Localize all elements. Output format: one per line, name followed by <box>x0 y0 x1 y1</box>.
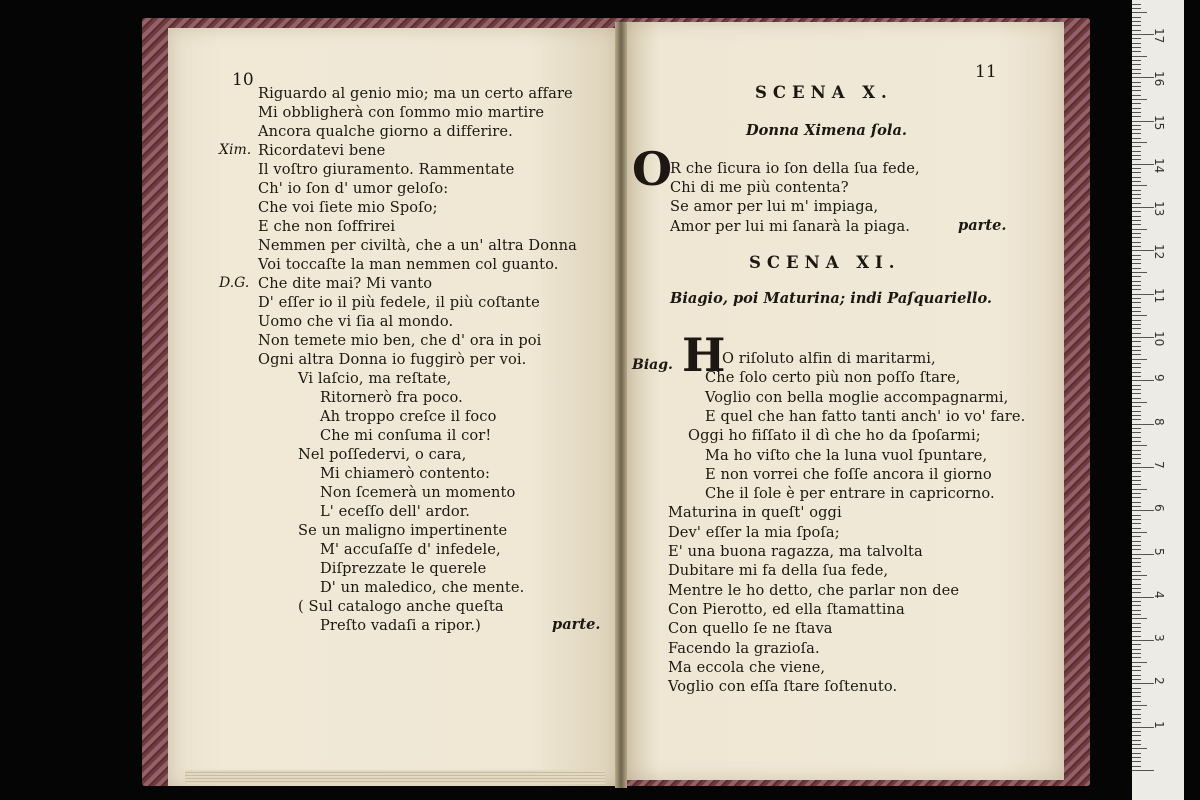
speaker-label: Xim. <box>219 142 252 158</box>
ruler-tick <box>1132 341 1141 342</box>
ruler-tick <box>1132 411 1141 412</box>
ruler-tick <box>1132 722 1141 723</box>
ruler-tick <box>1132 133 1141 134</box>
ruler-tick <box>1132 450 1141 451</box>
verse-line: Che voi ſiete mio Spoſo; <box>258 199 438 216</box>
ruler-tick <box>1132 359 1147 360</box>
verse-line: Il voſtro giuramento. Rammentate <box>258 161 515 178</box>
ruler-tick <box>1132 372 1141 373</box>
verse-line: Preſto vadaſi a ripor.) <box>320 617 481 634</box>
ruler-tick <box>1132 458 1141 459</box>
verse-line: Mentre le ho detto, che parlar non dee <box>668 581 960 599</box>
ruler-tick <box>1132 480 1141 481</box>
ruler-number: 1 <box>1152 720 1166 729</box>
ruler-number: 11 <box>1152 287 1166 303</box>
ruler-tick <box>1132 588 1141 589</box>
ruler-tick <box>1132 159 1141 160</box>
page-edges <box>185 770 605 784</box>
ruler-tick <box>1132 30 1141 31</box>
ruler-number: 14 <box>1152 157 1166 174</box>
verse-line: E che non ſoffrirei <box>258 218 396 235</box>
verse-line: Ah troppo creſce il foco <box>320 408 497 425</box>
ruler-tick <box>1132 631 1141 632</box>
verse-line: Dev' eſſer la mia ſpoſa; <box>668 523 840 541</box>
verse-line: R che ſicura io ſon della ſua fede, <box>670 160 920 177</box>
ruler-tick <box>1132 740 1141 741</box>
verse-line: L' eceſſo dell' ardor. <box>320 503 470 520</box>
ruler-tick <box>1132 172 1141 173</box>
verse-line: Ma ho viſto che la luna vuol ſpuntare, <box>705 446 988 464</box>
verse-line: Voglio con bella moglie accompagnarmi, <box>705 388 1009 406</box>
verse-line: Voi toccaſte la man nemmen col guanto. <box>258 256 559 273</box>
ruler-tick <box>1132 610 1141 611</box>
ruler-tick <box>1132 103 1141 104</box>
verse-line: Dubitare mi fa della ſua fede, <box>668 562 889 580</box>
verse-line: Ogni altra Donna io fuggirò per voi. <box>258 351 527 368</box>
drop-capital: H <box>682 328 726 382</box>
verse-line: Maturina in queſt' oggi <box>668 504 842 522</box>
ruler-tick <box>1132 463 1141 464</box>
ruler-tick <box>1132 337 1154 338</box>
speaker-label: Biag. <box>632 357 673 373</box>
verse-line: Mi chiamerò contento: <box>320 465 490 482</box>
ruler-tick <box>1132 623 1141 624</box>
verse-line: Mi obbligherà con ſommo mio martire <box>258 104 545 121</box>
ruler-tick <box>1132 112 1141 113</box>
ruler-tick <box>1132 675 1141 676</box>
ruler-tick <box>1132 419 1141 420</box>
verse-line: Chi di me più contenta? <box>670 179 849 197</box>
ruler-tick <box>1132 398 1141 399</box>
ruler-tick <box>1132 467 1154 468</box>
ruler-tick <box>1132 51 1141 52</box>
ruler-tick <box>1132 428 1141 429</box>
ruler-tick <box>1132 203 1141 204</box>
ruler-tick <box>1132 285 1141 286</box>
ruler-tick <box>1132 224 1141 225</box>
ruler-tick <box>1132 566 1141 567</box>
ruler-number: 4 <box>1152 590 1166 599</box>
verse-line: Se un maligno impertinente <box>298 522 508 539</box>
ruler-tick <box>1132 748 1147 749</box>
ruler-tick <box>1132 415 1141 416</box>
ruler-tick <box>1132 766 1141 767</box>
ruler-tick <box>1132 605 1141 606</box>
ruler-tick <box>1132 151 1141 152</box>
ruler-number: 9 <box>1152 374 1166 382</box>
ruler-number: 6 <box>1152 504 1166 512</box>
ruler-tick <box>1132 657 1141 658</box>
ruler-number: 16 <box>1152 71 1166 87</box>
ruler-tick <box>1132 554 1154 555</box>
verse-line: Non temete mio ben, che d' ora in poi <box>258 332 542 349</box>
ruler-tick <box>1132 627 1141 628</box>
ruler-tick <box>1132 346 1141 347</box>
verse-line: Che ſolo certo più non poſſo ſtare, <box>705 369 961 387</box>
ruler-tick <box>1132 86 1141 87</box>
ruler-tick <box>1132 220 1141 221</box>
verse-line: D' un maledico, che mente. <box>320 579 525 596</box>
ruler-tick <box>1132 389 1141 390</box>
ruler-tick <box>1132 770 1154 771</box>
ruler-tick <box>1132 649 1141 650</box>
ruler-tick <box>1132 662 1147 663</box>
scene-heading: SCENA XI. <box>749 253 901 272</box>
ruler-tick <box>1132 250 1154 251</box>
ruler-tick <box>1132 25 1141 26</box>
ruler-tick <box>1132 229 1147 230</box>
ruler-tick <box>1132 571 1141 572</box>
ruler-tick <box>1132 108 1141 109</box>
scene-heading: SCENA X. <box>755 83 893 102</box>
ruler-tick <box>1132 653 1141 654</box>
ruler-tick <box>1132 441 1141 442</box>
ruler-tick <box>1132 705 1147 706</box>
ruler-tick <box>1132 73 1141 74</box>
verse-line: E' una buona ragazza, ma talvolta <box>668 543 923 560</box>
ruler-number: 13 <box>1152 201 1166 217</box>
ruler-tick <box>1132 121 1154 122</box>
ruler-tick <box>1132 138 1141 139</box>
ruler-number: 10 <box>1152 331 1166 347</box>
ruler-tick <box>1132 116 1141 117</box>
measuring-ruler <box>1132 0 1184 800</box>
ruler-tick <box>1132 502 1141 503</box>
ruler-number: 2 <box>1152 677 1166 686</box>
ruler-tick <box>1132 709 1141 710</box>
verse-line: Con quello ſe ne ſtava <box>668 620 833 638</box>
ruler-tick <box>1132 12 1147 13</box>
page-number: 10 <box>232 70 254 90</box>
ruler-tick <box>1132 307 1141 308</box>
ruler-tick <box>1132 506 1141 507</box>
ruler-number: 7 <box>1152 460 1166 469</box>
ruler-tick <box>1132 190 1141 191</box>
ruler-number: 8 <box>1152 417 1166 426</box>
ruler-tick <box>1132 21 1141 22</box>
ruler-tick <box>1132 99 1147 100</box>
verse-line: Che dite mai? Mi vanto <box>258 275 433 292</box>
ruler-tick <box>1132 77 1154 78</box>
ruler-tick <box>1132 432 1141 433</box>
verse-line: Se amor per lui m' impiaga, <box>670 198 879 216</box>
drop-capital: O <box>632 142 673 196</box>
ruler-tick <box>1132 90 1141 91</box>
ruler-tick <box>1132 541 1141 542</box>
ruler-tick <box>1132 753 1141 754</box>
verse-line: Voglio con eſſa ſtare ſoſtenuto. <box>668 678 898 696</box>
ruler-number: 5 <box>1152 547 1166 556</box>
verse-line: Facendo la grazioſa. <box>668 639 820 657</box>
ruler-tick <box>1132 497 1141 498</box>
ruler-tick <box>1132 194 1141 195</box>
ruler-tick <box>1132 454 1141 455</box>
ruler-number: 12 <box>1152 244 1166 260</box>
verse-line: Nel poſſedervi, o cara, <box>298 446 467 463</box>
ruler-tick <box>1132 333 1141 334</box>
ruler-tick <box>1132 601 1141 602</box>
ruler-tick <box>1132 437 1141 438</box>
verse-line: D' eſſer io il più fedele, il più coſtante <box>258 294 540 311</box>
ruler-tick <box>1132 701 1141 702</box>
ruler-tick <box>1132 272 1147 273</box>
verse-line: E quel che han fatto tanti anch' io vo' fare. <box>705 407 1026 425</box>
ruler-tick <box>1132 142 1147 143</box>
ruler-tick <box>1132 471 1141 472</box>
verse-line: E non vorrei che foſſe ancora il giorno <box>705 465 992 483</box>
ruler-tick <box>1132 618 1147 619</box>
ruler-tick <box>1132 592 1141 593</box>
ruler-tick <box>1132 237 1141 238</box>
ruler-tick <box>1132 523 1141 524</box>
ruler-tick <box>1132 43 1141 44</box>
verse-line: Riguardo al genio mio; ma un certo affare <box>258 85 573 102</box>
ruler-tick <box>1132 714 1141 715</box>
ruler-tick <box>1132 519 1141 520</box>
ruler-tick <box>1132 125 1141 126</box>
ruler-tick <box>1132 666 1141 667</box>
ruler-tick <box>1132 69 1141 70</box>
ruler-tick <box>1132 155 1141 156</box>
ruler-tick <box>1132 445 1147 446</box>
verse-line: Ritornerò fra poco. <box>320 389 463 406</box>
ruler-tick <box>1132 95 1141 96</box>
ruler-number: 15 <box>1152 114 1166 130</box>
ruler-tick <box>1132 47 1141 48</box>
ruler-tick <box>1132 289 1141 290</box>
ruler-tick <box>1132 380 1154 381</box>
ruler-tick <box>1132 246 1141 247</box>
ruler-tick <box>1132 56 1147 57</box>
verse-line: Nemmen per civiltà, che a un' altra Donna <box>258 237 577 254</box>
ruler-tick <box>1132 393 1141 394</box>
ruler-tick <box>1132 242 1141 243</box>
ruler-tick <box>1132 683 1154 684</box>
ruler-tick <box>1132 761 1141 762</box>
ruler-tick <box>1132 406 1141 407</box>
speaker-label: D.G. <box>219 275 250 291</box>
verse-line: Non ſcemerà un momento <box>320 484 516 501</box>
verse-line: Ch' io ſon d' umor geloſo: <box>258 180 449 197</box>
ruler-tick <box>1132 324 1141 325</box>
scene-subtitle: Biagio, poi Maturina; indi Paſquariello. <box>670 290 993 307</box>
ruler-tick <box>1132 181 1141 182</box>
ruler-tick <box>1132 476 1141 477</box>
ruler-number: 3 <box>1152 634 1166 642</box>
ruler-tick <box>1132 757 1141 758</box>
ruler-tick <box>1132 402 1147 403</box>
ruler-tick <box>1132 670 1141 671</box>
ruler-tick <box>1132 575 1147 576</box>
ruler-tick <box>1132 731 1141 732</box>
ruler-tick <box>1132 376 1141 377</box>
verse-line: Ricordatevi bene <box>258 142 386 159</box>
verse-line: O riſoluto alfin di maritarmi, <box>722 350 936 367</box>
stage-direction: parte. <box>552 616 601 633</box>
ruler-tick <box>1132 597 1154 598</box>
stage-direction: parte. <box>958 216 1007 234</box>
ruler-tick <box>1132 328 1141 329</box>
ruler-tick <box>1132 718 1141 719</box>
ruler-tick <box>1132 562 1141 563</box>
verse-line: Ma eccola che viene, <box>668 658 826 676</box>
ruler-tick <box>1132 549 1141 550</box>
ruler-tick <box>1132 532 1147 533</box>
ruler-tick <box>1132 17 1141 18</box>
ruler-tick <box>1132 315 1147 316</box>
ruler-tick <box>1132 536 1141 537</box>
ruler-tick <box>1132 164 1154 165</box>
ruler-tick <box>1132 640 1154 641</box>
ruler-tick <box>1132 302 1141 303</box>
ruler-tick <box>1132 584 1141 585</box>
ruler-tick <box>1132 198 1141 199</box>
ruler-number: 17 <box>1152 27 1166 44</box>
ruler-tick <box>1132 614 1141 615</box>
ruler-tick <box>1132 211 1141 212</box>
ruler-tick <box>1132 350 1141 351</box>
ruler-tick <box>1132 385 1141 386</box>
ruler-tick <box>1132 4 1141 5</box>
ruler-tick <box>1132 528 1141 529</box>
ruler-tick <box>1132 644 1141 645</box>
verse-line: M' accuſaſſe d' infedele, <box>320 541 501 558</box>
ruler-tick <box>1132 679 1141 680</box>
ruler-tick <box>1132 489 1147 490</box>
ruler-tick <box>1132 281 1141 282</box>
ruler-tick <box>1132 64 1141 65</box>
ruler-tick <box>1132 727 1154 728</box>
ruler-tick <box>1132 493 1141 494</box>
ruler-tick <box>1132 146 1141 147</box>
verse-line: Che il ſole è per entrare in capricorno. <box>705 485 995 503</box>
ruler-tick <box>1132 558 1141 559</box>
ruler-tick <box>1132 216 1141 217</box>
verse-line: Uomo che vi ſia al mondo. <box>258 313 454 330</box>
ruler-tick <box>1132 185 1147 186</box>
ruler-tick <box>1132 168 1141 169</box>
ruler-tick <box>1132 298 1141 299</box>
ruler-tick <box>1132 636 1141 637</box>
ruler-tick <box>1132 363 1141 364</box>
ruler-tick <box>1132 177 1141 178</box>
book-gutter <box>615 22 627 788</box>
ruler-tick <box>1132 268 1141 269</box>
ruler-tick <box>1132 545 1141 546</box>
ruler-tick <box>1132 255 1141 256</box>
ruler-tick <box>1132 484 1141 485</box>
ruler-tick <box>1132 82 1141 83</box>
verse-line: Oggi ho fiſſato il dì che ho da ſpoſarmi; <box>688 427 981 445</box>
verse-line: Diſprezzate le querele <box>320 560 487 577</box>
verse-line: Amor per lui mi ſanarà la piaga. <box>670 217 911 235</box>
ruler-tick <box>1132 320 1141 321</box>
verse-line: Con Pierotto, ed ella ſtamattina <box>668 600 905 618</box>
ruler-tick <box>1132 688 1141 689</box>
page-number: 11 <box>975 62 997 82</box>
scene-subtitle: Donna Ximena ſola. <box>746 122 907 139</box>
verse-line: Ancora qualche giorno a differire. <box>258 123 513 140</box>
ruler-tick <box>1132 311 1141 312</box>
ruler-tick <box>1132 744 1141 745</box>
ruler-tick <box>1132 735 1141 736</box>
ruler-tick <box>1132 129 1141 130</box>
ruler-tick <box>1132 207 1154 208</box>
verse-line: ( Sul catalogo anche queſta <box>298 598 504 615</box>
ruler-tick <box>1132 38 1141 39</box>
verse-line: Che mi conſuma il cor! <box>320 427 492 444</box>
ruler-tick <box>1132 515 1141 516</box>
ruler-tick <box>1132 259 1141 260</box>
ruler-tick <box>1132 233 1141 234</box>
verse-line: Vi laſcio, ma reſtate, <box>298 370 452 387</box>
ruler-tick <box>1132 276 1141 277</box>
ruler-tick <box>1132 294 1154 295</box>
ruler-tick <box>1132 510 1154 511</box>
ruler-tick <box>1132 692 1141 693</box>
ruler-tick <box>1132 34 1154 35</box>
ruler-tick <box>1132 354 1141 355</box>
ruler-tick <box>1132 60 1141 61</box>
ruler-tick <box>1132 424 1154 425</box>
ruler-tick <box>1132 8 1141 9</box>
ruler-tick <box>1132 263 1141 264</box>
ruler-tick <box>1132 579 1141 580</box>
ruler-tick <box>1132 367 1141 368</box>
ruler-tick <box>1132 696 1141 697</box>
